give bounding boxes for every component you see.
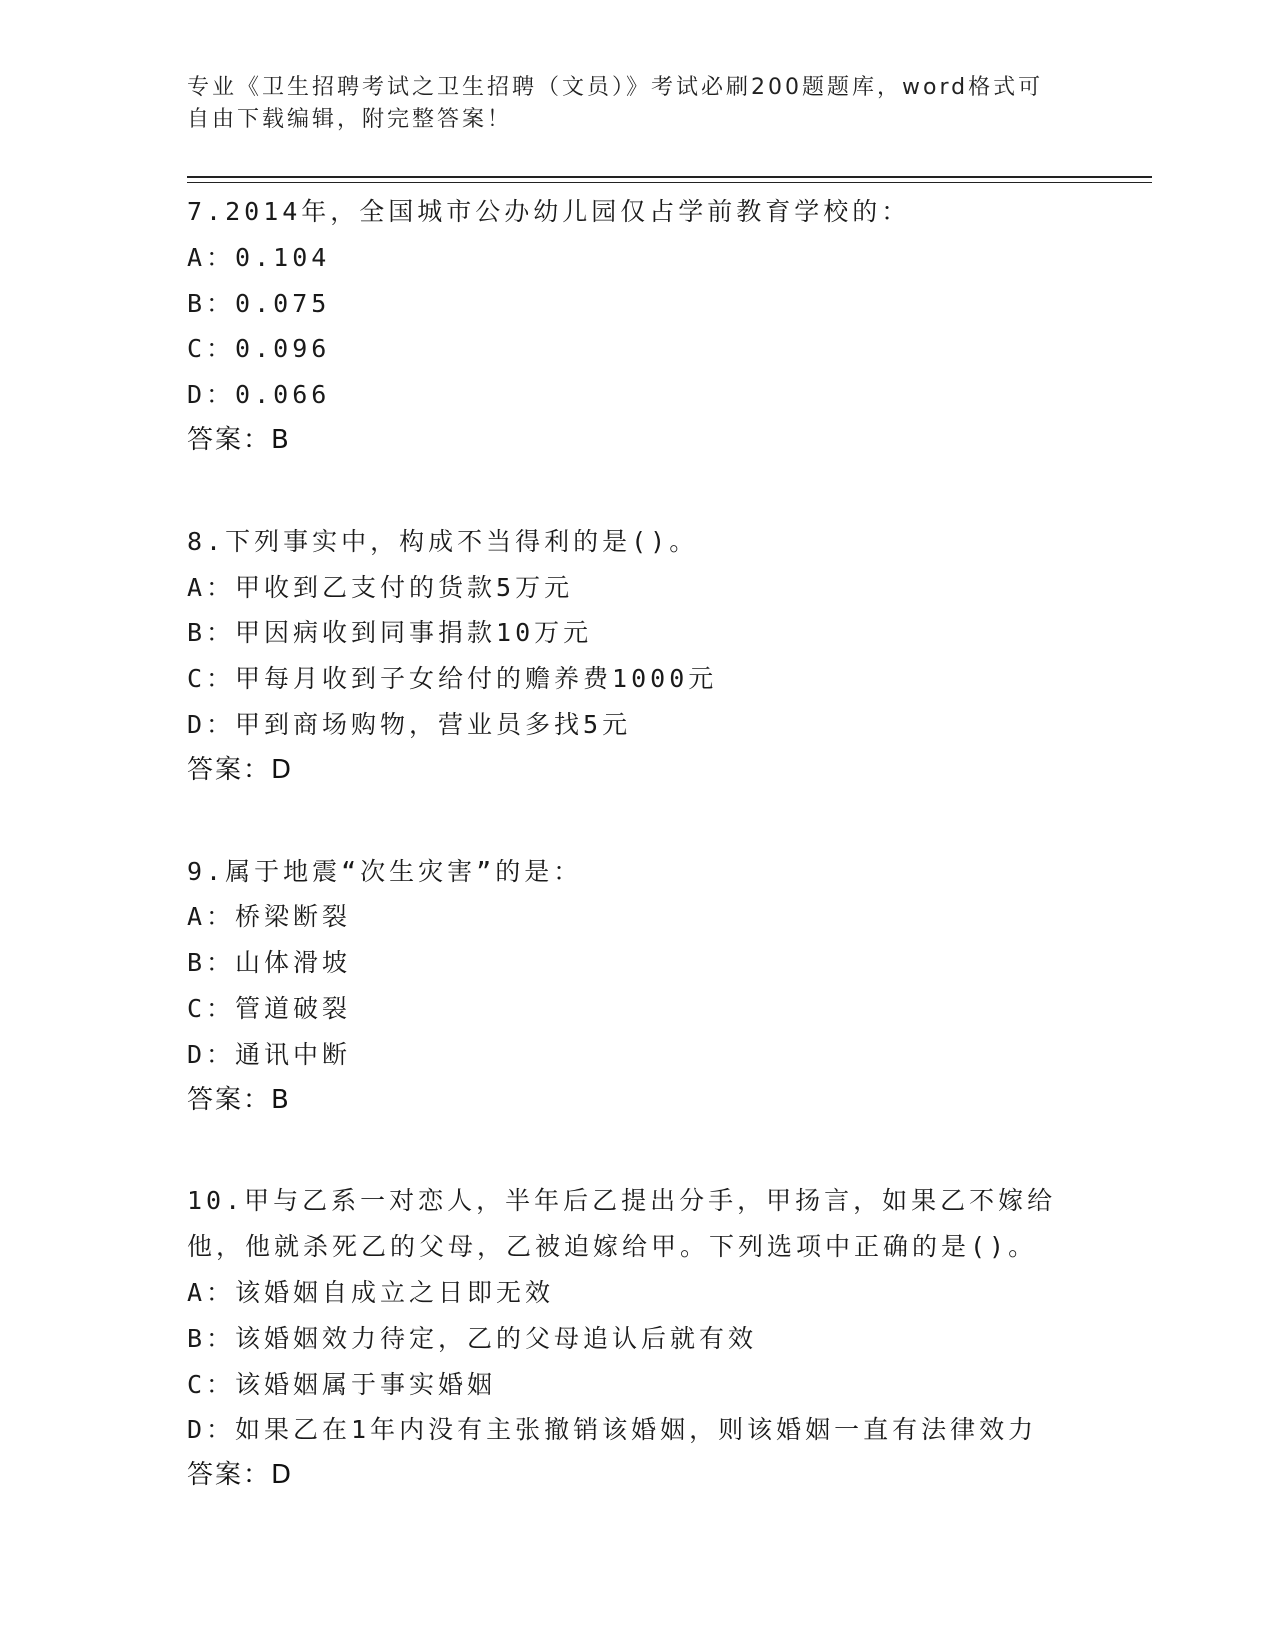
header-divider-thin	[187, 182, 1152, 183]
question-stem: 8.下列事实中，构成不当得利的是()。	[187, 526, 699, 556]
option-c: C：该婚姻属于事实婚姻	[187, 1369, 497, 1399]
question-list	[187, 189, 1087, 1554]
option-d: D：通讯中断	[187, 1039, 352, 1069]
option-c: C：管道破裂	[187, 993, 352, 1023]
option-b: B：山体滑坡	[187, 948, 352, 978]
question-7	[187, 189, 1087, 464]
question-8	[187, 519, 1087, 794]
answer: 答案：D	[187, 1460, 294, 1491]
document-header	[187, 72, 1067, 136]
option-d: D：0.066	[187, 380, 331, 410]
option-a: A：该婚姻自成立之日即无效	[187, 1277, 555, 1307]
option-d: D：如果乙在1年内没有主张撤销该婚姻，则该婚姻一直有法律效力	[187, 1415, 1038, 1445]
option-a: A：甲收到乙支付的货款5万元	[187, 572, 574, 602]
question-stem: 10.甲与乙系一对恋人，半年后乙提出分手，甲扬言，如果乙不嫁给他，他就杀死乙的父母，乙被迫嫁给甲。下列选项中正确的是()。	[187, 1186, 1057, 1262]
option-b: B：0.075	[187, 288, 331, 318]
option-a: A：0.104	[187, 242, 331, 272]
option-c: C：0.096	[187, 334, 331, 364]
answer: 答案：B	[187, 1084, 291, 1115]
option-d: D：甲到商场购物，营业员多找5元	[187, 709, 632, 739]
answer: 答案：D	[187, 754, 294, 785]
option-b: B：甲因病收到同事捐款10万元	[187, 618, 593, 648]
option-a: A：桥梁断裂	[187, 902, 352, 932]
question-stem: 7.2014年，全国城市公办幼儿园仅占学前教育学校的：	[187, 197, 911, 226]
question-stem: 9.属于地震“次生灾害”的是：	[187, 856, 583, 886]
header-title: 专业《卫生招聘考试之卫生招聘（文员）》考试必刷200题题库，word格式可自由下载编辑，附完整答案！	[187, 75, 1044, 132]
answer: 答案：B	[187, 424, 291, 455]
option-c: C：甲每月收到子女给付的赡养费1000元	[187, 664, 718, 694]
question-10	[187, 1178, 1087, 1499]
question-9	[187, 849, 1087, 1124]
option-b: B：该婚姻效力待定，乙的父母追认后就有效	[187, 1323, 758, 1353]
header-divider-thick	[187, 176, 1152, 178]
